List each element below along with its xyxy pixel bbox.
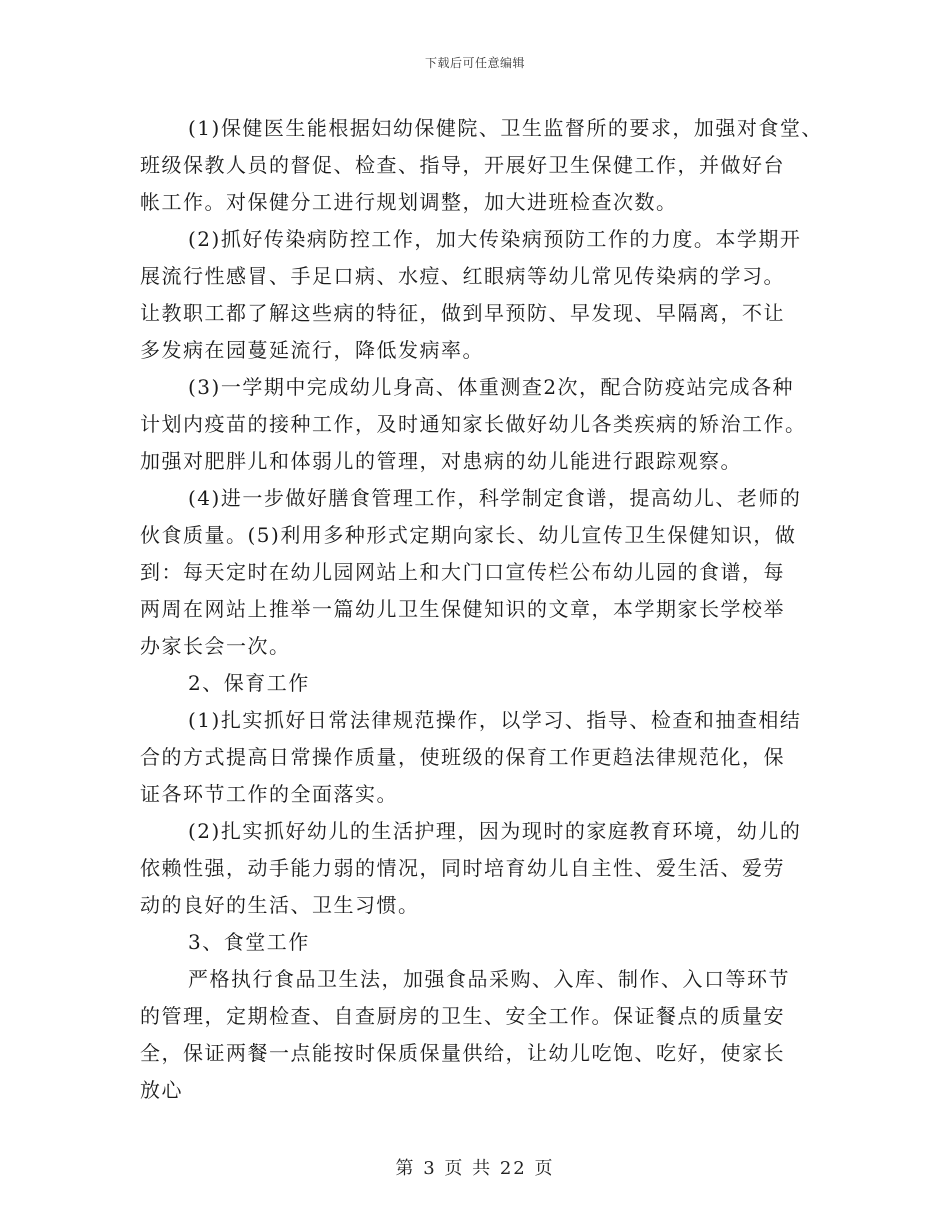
paragraph-line: (2)扎实抓好幼儿的生活护理，因为现时的家庭教育环境，幼儿的 <box>188 819 802 843</box>
paragraph-line: 展流行性感冒、手足口病、水痘、红眼病等幼儿常见传染病的学习。 <box>140 264 785 288</box>
paragraph-line: 办家长会一次。 <box>140 634 291 658</box>
paragraph-line: (4)进一步做好膳食管理工作，科学制定食谱，提高幼儿、老师的 <box>188 486 802 510</box>
page-number-footer: 第 3 页 共 22 页 <box>395 1158 555 1179</box>
section-heading: 3、食堂工作 <box>188 930 310 954</box>
paragraph-line: 合的方式提高日常操作质量，使班级的保育工作更趋法律规范化，保 <box>140 745 785 769</box>
paragraph-line: 计划内疫苗的接种工作，及时通知家长做好幼儿各类疾病的矫治工作。 <box>140 412 807 436</box>
paragraph-line: 帐工作。对保健分工进行规划调整，加大进班检查次数。 <box>140 190 678 214</box>
paragraph-line: 加强对肥胖儿和体弱儿的管理，对患病的幼儿能进行跟踪观察。 <box>140 449 742 473</box>
paragraph-line: 让教职工都了解这些病的特征，做到早预防、早发现、早隔离，不让 <box>140 301 785 325</box>
document-body <box>140 110 823 1109</box>
paragraph-line: (3)一学期中完成幼儿身高、体重测查2次，配合防疫站完成各种 <box>188 375 795 399</box>
paragraph-line: (1)保健医生能根据妇幼保健院、卫生监督所的要求，加强对食堂、 <box>188 116 823 140</box>
paragraph-line: 放心 <box>140 1078 183 1102</box>
section-heading: 2、保育工作 <box>188 671 310 695</box>
paragraph-line: 严格执行食品卫生法，加强食品采购、入库、制作、入口等环节 <box>188 967 790 991</box>
paragraph-line: 全，保证两餐一点能按时保质保量供给，让幼儿吃饱、吃好，使家长 <box>140 1041 785 1065</box>
paragraph-line: 证各环节工作的全面落实。 <box>140 782 398 806</box>
paragraph-line: 多发病在园蔓延流行，降低发病率。 <box>140 338 484 362</box>
paragraph-line: 依赖性强，动手能力弱的情况，同时培育幼儿自主性、爱生活、爱劳 <box>140 856 785 880</box>
paragraph-line: (2)抓好传染病防控工作，加大传染病预防工作的力度。本学期开 <box>188 227 802 251</box>
paragraph-line: 两周在网站上推举一篇幼儿卫生保健知识的文章，本学期家长学校举 <box>140 597 785 621</box>
paragraph-line: 到：每天定时在幼儿园网站上和大门口宣传栏公布幼儿园的食谱，每 <box>140 560 785 584</box>
paragraph-line: 动的良好的生活、卫生习惯。 <box>140 893 420 917</box>
paragraph-line: 班级保教人员的督促、检查、指导，开展好卫生保健工作，并做好台 <box>140 153 785 177</box>
paragraph-line: 伙食质量。(5)利用多种形式定期向家长、幼儿宣传卫生保健知识，做 <box>140 523 797 547</box>
paragraph-line: (1)扎实抓好日常法律规范操作，以学习、指导、检查和抽查相结 <box>188 708 802 732</box>
paragraph-line: 的管理，定期检查、自查厨房的卫生、安全工作。保证餐点的质量安 <box>140 1004 785 1028</box>
page-header-note: 下载后可任意编辑 <box>424 56 525 70</box>
